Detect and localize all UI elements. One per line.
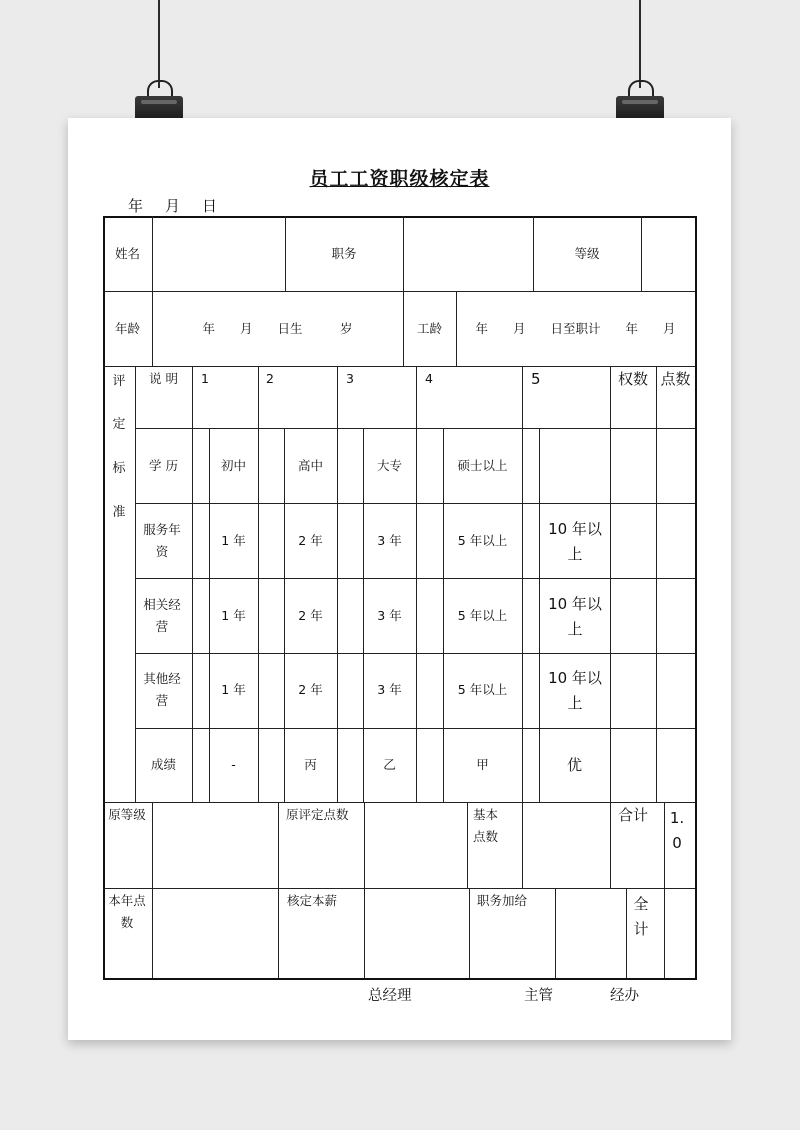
- hanging-wire-right: [639, 0, 641, 88]
- table-cell: 10 年以上: [548, 520, 602, 563]
- table-cell: 5 年以上: [457, 533, 508, 548]
- table-cell: 5 年以上: [457, 608, 508, 623]
- table-cell: 1 年: [221, 533, 246, 548]
- date-line: [128, 195, 239, 216]
- row-label-service-years: 服务年资: [143, 522, 181, 559]
- header-col-2: 2: [266, 371, 274, 386]
- table-cell: 2 年: [298, 682, 323, 697]
- hanging-wire-left: [158, 0, 160, 88]
- table-cell: 1 年: [221, 608, 246, 623]
- sign-handler: 经办: [610, 988, 639, 1004]
- label-position: 职务: [331, 246, 357, 261]
- table-cell: 初中: [220, 458, 246, 473]
- header-col-5: 5: [531, 370, 541, 388]
- label-orig-points: 原评定点数: [286, 807, 349, 822]
- sign-supervisor: 主管: [524, 988, 553, 1004]
- date-year: 年: [128, 197, 144, 215]
- criteria-char-4: 准: [112, 505, 126, 520]
- row-label-other-exp: 其他经营: [143, 671, 181, 708]
- table-cell: 2 年: [298, 608, 323, 623]
- table-cell: 2 年: [298, 533, 323, 548]
- header-col-1: 1: [201, 371, 209, 386]
- table-cell: 3 年: [377, 533, 402, 548]
- table-cell: 3 年: [377, 608, 402, 623]
- header-weight: 权数: [617, 370, 648, 388]
- sign-general-manager: 总经理: [368, 988, 412, 1004]
- row-label-performance: 成绩: [150, 757, 176, 772]
- table-cell: 3 年: [377, 682, 402, 697]
- label-year-points: 本年点数: [108, 893, 146, 930]
- table-cell: 硕士以上: [457, 458, 508, 473]
- table-cell: 10 年以上: [548, 595, 602, 638]
- form-sheet: [68, 118, 731, 1040]
- table-cell: -: [231, 757, 236, 772]
- form-table: [103, 216, 697, 980]
- seniority-fill-text: 年 月 日至职计 年 月: [475, 321, 676, 336]
- date-day: 日: [202, 197, 218, 215]
- label-orig-grade: 原等级: [108, 807, 146, 822]
- criteria-char-1: 评: [112, 374, 126, 389]
- label-base-salary: 核定本薪: [287, 893, 338, 908]
- header-desc: 说 明: [149, 371, 178, 386]
- label-age: 年龄: [114, 321, 140, 336]
- table-cell: 大专: [376, 458, 402, 473]
- label-full-total: 全计: [633, 895, 649, 938]
- label-base-points: 基本点数: [473, 807, 499, 844]
- table-cell: 丙: [304, 757, 317, 772]
- row-label-related-exp: 相关经营: [143, 597, 181, 634]
- header-points: 点数: [660, 370, 691, 388]
- table-cell: 高中: [297, 458, 323, 473]
- table-cell: 10 年以上: [548, 669, 602, 712]
- table-cell: 优: [566, 756, 582, 774]
- coefficient-value: 1.0: [669, 809, 685, 852]
- label-seniority: 工龄: [416, 321, 442, 336]
- criteria-char-3: 标: [112, 461, 126, 476]
- table-cell: 1 年: [221, 682, 246, 697]
- age-fill-text: 年 月 日生 岁: [202, 321, 353, 336]
- label-grade: 等级: [574, 246, 600, 261]
- header-col-3: 3: [346, 371, 354, 386]
- label-total: 合计: [617, 806, 648, 824]
- table-cell: 乙: [383, 757, 396, 772]
- row-label-education: 学 历: [149, 458, 178, 473]
- date-month: 月: [165, 197, 181, 215]
- form-title: 员工工资职级核定表: [309, 168, 490, 190]
- table-cell: 甲: [476, 757, 489, 772]
- header-col-4: 4: [425, 371, 433, 386]
- label-name: 姓名: [114, 246, 140, 261]
- label-position-bonus: 职务加给: [477, 893, 528, 908]
- criteria-char-2: 定: [112, 417, 126, 432]
- table-cell: 5 年以上: [457, 682, 508, 697]
